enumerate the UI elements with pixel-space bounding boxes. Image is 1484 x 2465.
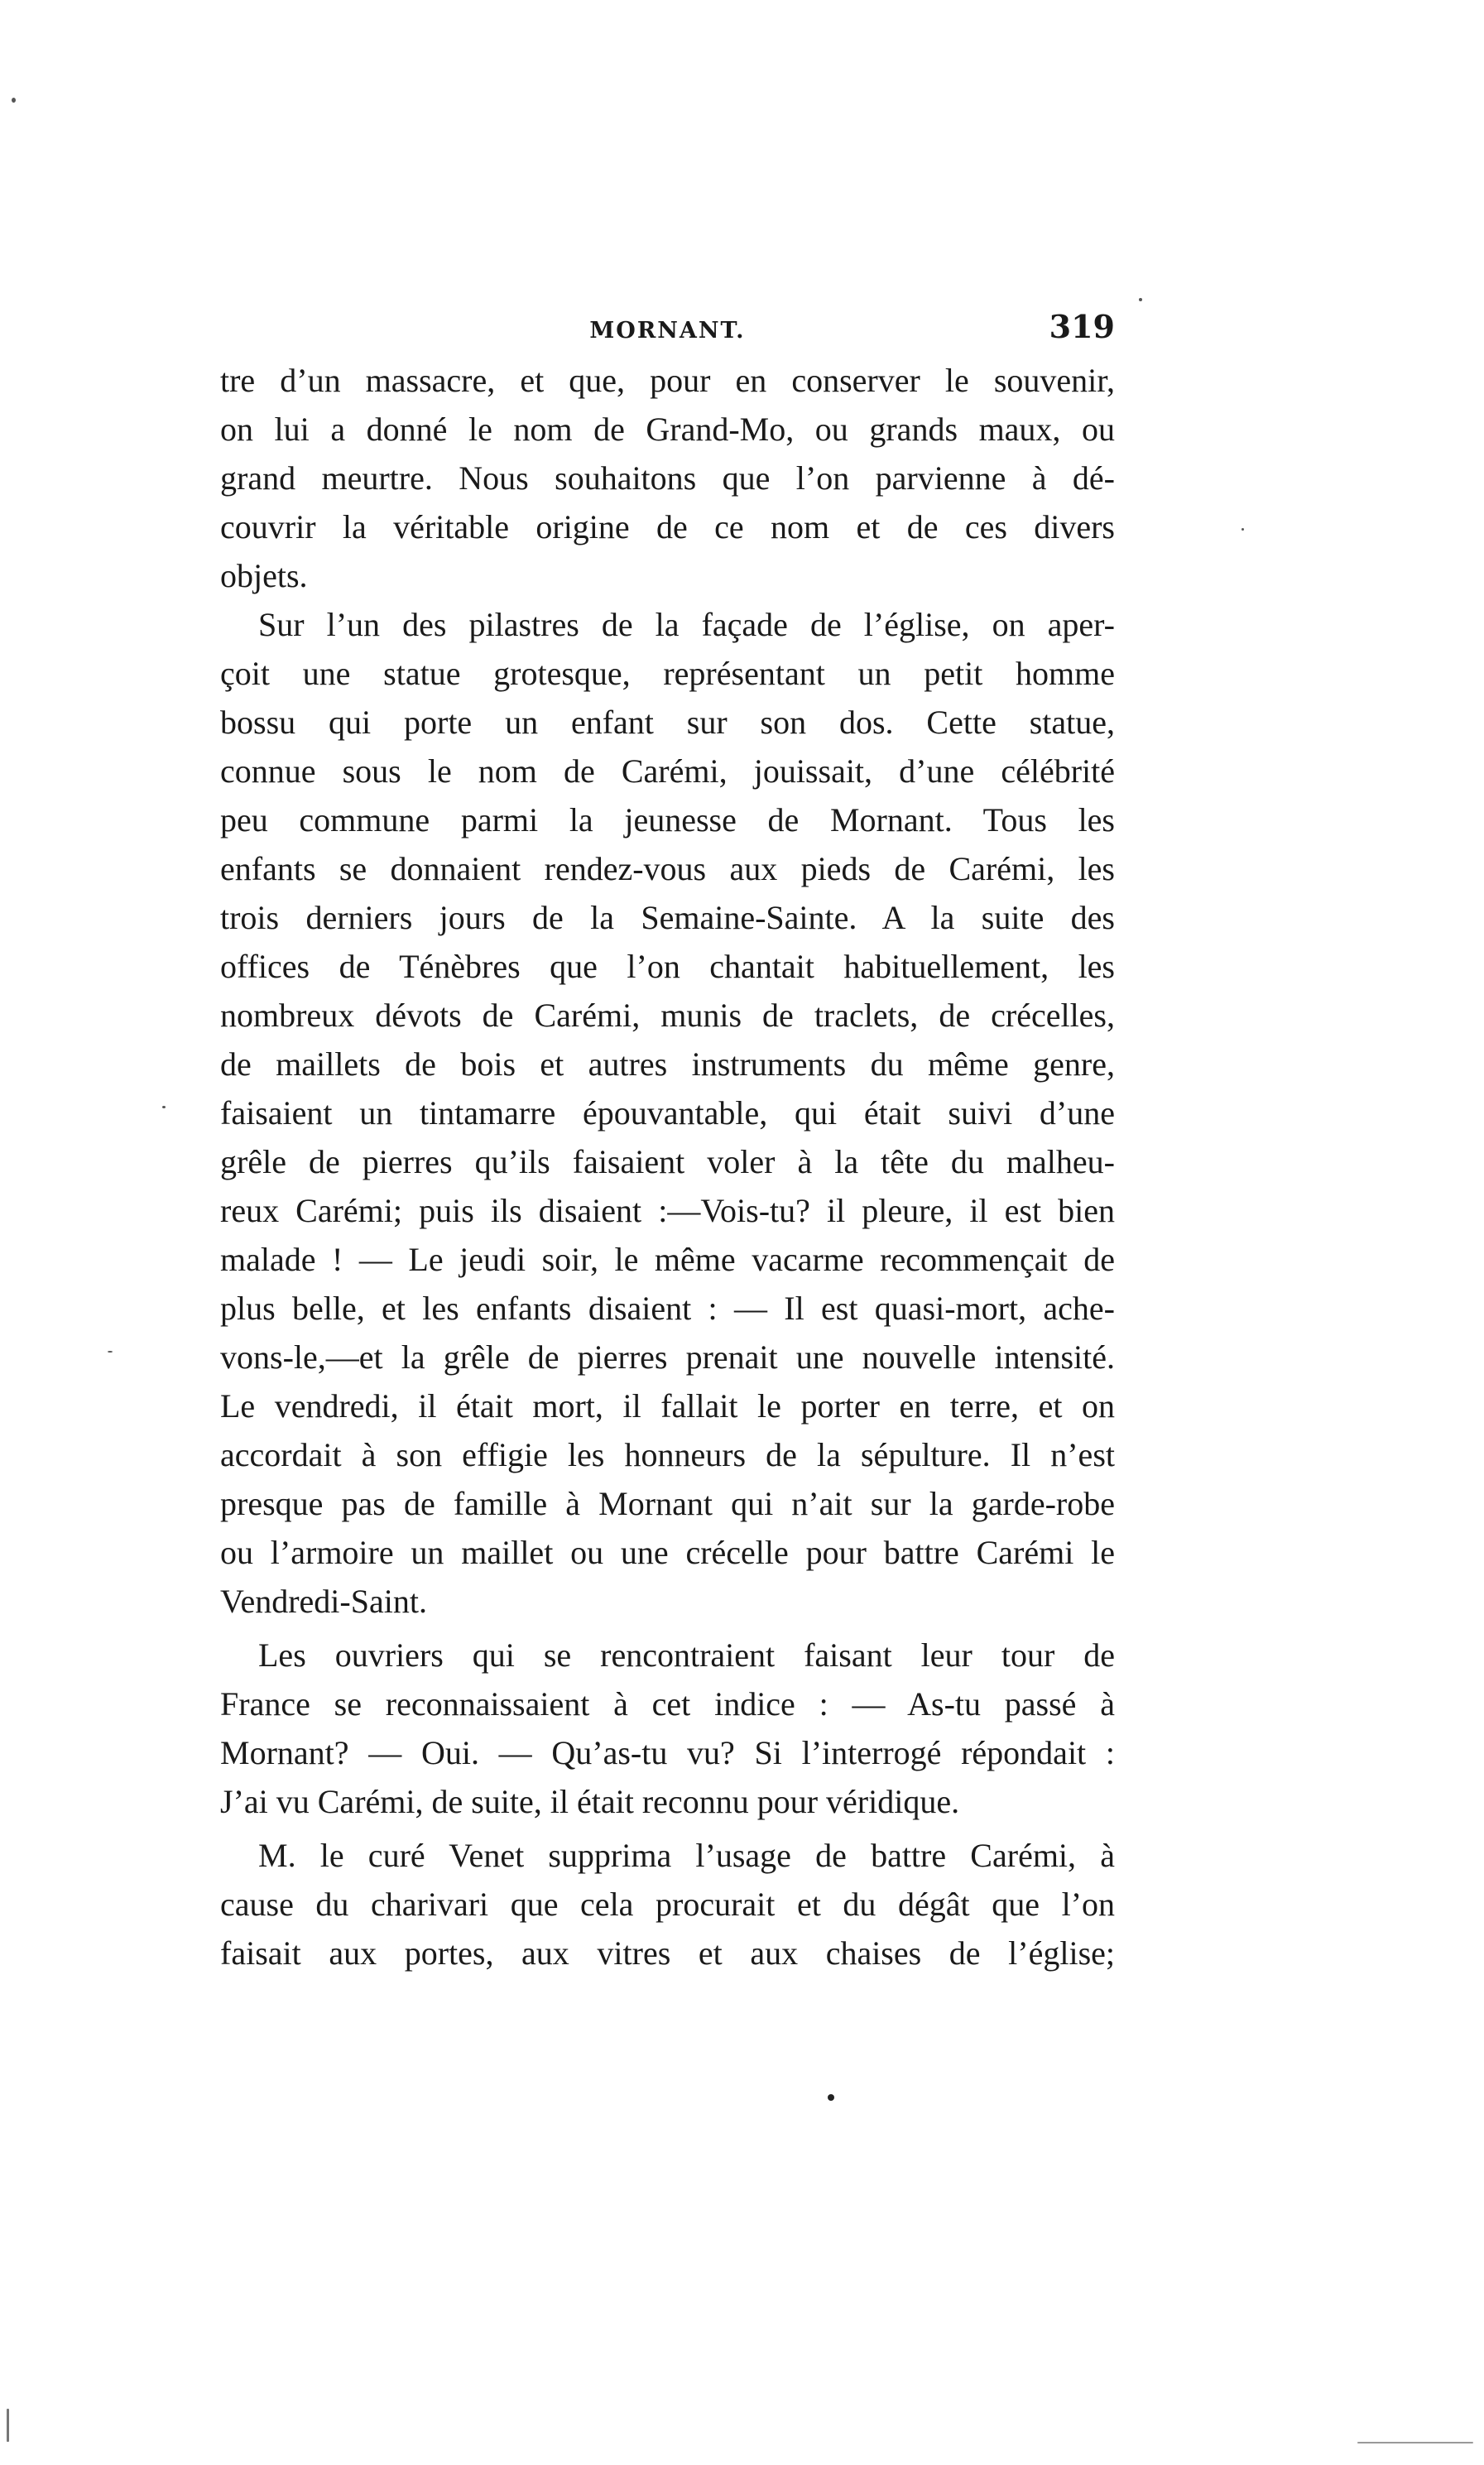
text-line: accordait à son effigie les honneurs de la sépulture. Il n’est xyxy=(220,1436,1115,1473)
text-line: objets. xyxy=(220,557,308,594)
text-line: Le vendredi, il était mort, il fallait le porter en terre, et on xyxy=(220,1387,1115,1425)
text-line: Mornant? — Oui. — Qu’as-tu vu? Si l’interrogé répondait : xyxy=(220,1734,1115,1771)
text-line: vons-le,—et la grêle de pierres prenait une nouvelle intensité. xyxy=(220,1338,1115,1376)
text-line: couvrir la véritable origine de ce nom et de ces divers xyxy=(220,508,1115,545)
text-line: enfants se donnaient rendez-vous aux pieds de Carémi, les xyxy=(220,850,1115,887)
text-line: nombreux dévots de Carémi, munis de traclets, de crécelles, xyxy=(220,997,1115,1034)
scan-speck xyxy=(162,1106,166,1108)
text-line: faisaient un tintamarre épouvantable, qui était suivi d’une xyxy=(220,1094,1115,1132)
text-line: malade ! — Le jeudi soir, le même vacarme recommençait de xyxy=(220,1241,1115,1278)
text-line: cause du charivari que cela procurait et du dégât que l’on xyxy=(220,1886,1115,1923)
text-line: offices de Ténèbres que l’on chantait habituellement, les xyxy=(220,948,1115,985)
text-line: connue sous le nom de Carémi, jouissait, d’une célébrité xyxy=(220,752,1115,790)
page-number: 319 xyxy=(1049,308,1115,345)
text-line: plus belle, et les enfants disaient : — Il est quasi-mort, ache- xyxy=(220,1290,1115,1327)
scan-speck xyxy=(12,98,16,103)
text-line: Vendredi-Saint. xyxy=(220,1583,427,1620)
text-line: J’ai vu Carémi, de suite, il était reconnu pour véridique. xyxy=(220,1783,960,1820)
text-line: Sur l’un des pilastres de la façade de l’église, on aper- xyxy=(258,606,1115,643)
text-line: trois derniers jours de la Semaine-Sainte. A la suite des xyxy=(220,899,1115,936)
text-line: France se reconnaissaient à cet indice : — As-tu passé à xyxy=(220,1685,1115,1723)
running-title: MORNANT. xyxy=(589,318,746,344)
text-line: de maillets de bois et autres instruments du même genre, xyxy=(220,1045,1115,1083)
text-line: tre d’un massacre, et que, pour en conserver le souvenir, xyxy=(220,362,1115,399)
scan-speck xyxy=(1139,298,1142,301)
scan-speck xyxy=(108,1351,113,1353)
text-line: reux Carémi; puis ils disaient :—Vois-tu? il pleure, il est bien xyxy=(220,1192,1115,1229)
text-line: presque pas de famille à Mornant qui n’ait sur la garde-robe xyxy=(220,1485,1115,1522)
body-text xyxy=(220,356,1115,1977)
text-line: bossu qui porte un enfant sur son dos. Cette statue, xyxy=(220,704,1115,741)
text-line: Les ouvriers qui se rencontraient faisant leur tour de xyxy=(258,1636,1115,1674)
text-line: peu commune parmi la jeunesse de Mornant. Tous les xyxy=(220,801,1115,838)
scan-speck xyxy=(828,2094,834,2101)
text-line: faisait aux portes, aux vitres et aux chaises de l’église; xyxy=(220,1934,1115,1972)
text-line: ou l’armoire un maillet ou une crécelle pour battre Carémi le xyxy=(220,1534,1115,1571)
scan-speck xyxy=(1357,2442,1473,2443)
text-line: çoit une statue grotesque, représentant un petit homme xyxy=(220,655,1115,692)
text-line: grêle de pierres qu’ils faisaient voler à la tête du malheu- xyxy=(220,1143,1115,1180)
running-head xyxy=(220,308,1115,349)
text-line: on lui a donné le nom de Grand-Mo, ou grands maux, ou xyxy=(220,411,1115,448)
text-line: grand meurtre. Nous souhaitons que l’on parvienne à dé- xyxy=(220,459,1115,497)
scan-speck xyxy=(1241,528,1244,531)
text-line: M. le curé Venet supprima l’usage de battre Carémi, à xyxy=(258,1837,1115,1874)
scan-speck xyxy=(7,2409,9,2442)
